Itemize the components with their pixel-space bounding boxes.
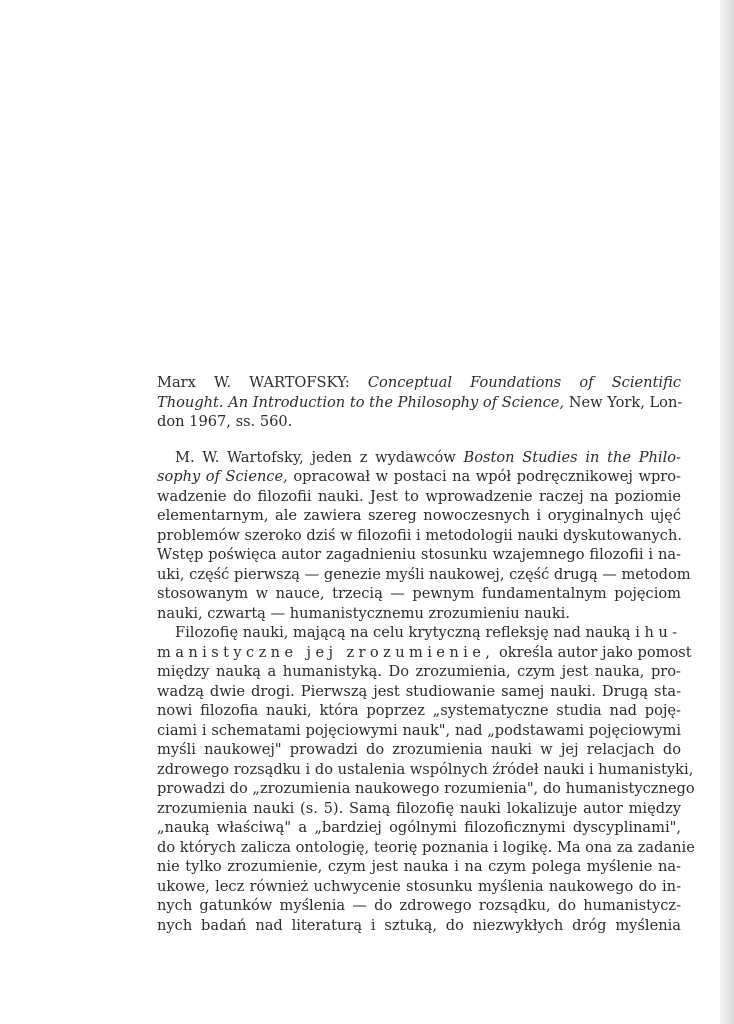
book-title-part-2: Thought. An Introduction to the Philosophy of Science, (157, 393, 565, 411)
p1-line-6: Wstęp poświęca autor zagadnieniu stosunku wzajemnego filozofii i na- (157, 546, 681, 563)
p1-line-7: uki, część pierwszą — genezie myśli naukowej, część drugą — metodom (157, 565, 691, 583)
p1-line-9: nauki, czwartą — humanistycznemu zrozumieniu nauki. (157, 604, 570, 622)
bibliographic-header (157, 373, 681, 432)
book-title-part-1: Conceptual Foundations of Scientific (367, 374, 682, 391)
p2-line-4: wadzą dwie drogi. Pierwszą jest studiowanie samej nauki. Drugą sta- (157, 682, 681, 700)
p2-line-6: ciami i schematami pojęciowymi nauk", nad „podstawami pojęciowymi (157, 721, 681, 739)
p2-line-13: nie tylko zrozumienie, czym jest nauka i na czym polega myślenie na- (157, 858, 681, 875)
p2-line-10: zrozumienia nauki (s. 5). Samą filozofię nauki lokalizuje autor między (157, 799, 681, 817)
p1-line-1 (157, 448, 681, 468)
p2-line-8: zdrowego rozsądku i do ustalenia wspólnych źródeł nauki i humanistyki, (157, 760, 694, 778)
publication-place: New York, Lon- (568, 393, 683, 411)
p2-line-9: prowadzi do „zrozumienia naukowego rozumienia", do humanistycznego (157, 780, 695, 797)
spaced-emphasis-part-1: hu- (644, 624, 682, 641)
series-title-part-1: Boston Studies in the Philo- (463, 448, 681, 466)
p2-line-2 (157, 643, 692, 663)
p1-line-5: problemów szeroko dziś w filozofii i metodologii nauki dyskutowanych. (157, 526, 683, 544)
p2-line-1-text: Filozofię nauki, mającą na celu krytyczną refleksję nad nauką i (175, 624, 640, 641)
spaced-emphasis-part-2: manistyczne jej zrozumienie, (157, 643, 495, 661)
p2-line-12: do których zalicza ontologię, teorię poznania i logikę. Ma ona za zadanie (157, 838, 695, 856)
p1-line-3: wadzenie do filozofii nauki. Jest to wprowadzenie raczej na poziomie (157, 487, 681, 505)
page-edge-shadow (720, 0, 734, 1024)
author-name: Marx W. WARTOFSKY: (157, 374, 350, 391)
paragraph-2 (157, 623, 695, 935)
p2-line-2-text: określa autor jako pomost (498, 643, 692, 661)
p2-line-3: między nauką a humanistyką. Do zrozumienia, czym jest nauka, pro- (157, 663, 681, 680)
header-line-2 (157, 393, 681, 413)
p2-line-7: myśli naukowej" prowadzi do zrozumienia nauki w jej relacjach do (157, 741, 681, 758)
p1-line-4: elementarnym, ale zawiera szereg nowoczesnych i oryginalnych ujęć (157, 507, 681, 524)
p1-line-2-text: opracował w postaci na wpół podręcznikowej wpro- (293, 468, 681, 485)
p2-line-1 (157, 623, 681, 643)
p2-line-5: nowi filozofia nauki, która poprzez „systematyczne studia nad poję- (157, 702, 681, 719)
section-gap (157, 432, 681, 448)
p1-line-8: stosowanym w nauce, trzecią — pewnym fundamentalnym pojęciom (157, 585, 681, 602)
p2-line-16: nych badań nad literaturą i sztuką, do niezwykłych dróg myślenia (157, 916, 681, 934)
header-line-3: don 1967, ss. 560. (157, 413, 293, 430)
p2-line-15: nych gatunków myślenia — do zdrowego rozsądku, do humanistycz- (157, 897, 681, 914)
header-line-1 (157, 373, 681, 393)
p1-line-2 (157, 467, 681, 487)
p2-line-11: „nauką właściwą" a „bardziej ogólnymi filozoficznymi dyscyplinami", (157, 819, 681, 836)
document-text (157, 373, 695, 935)
p1-line-1-text: M. W. Wartofsky, jeden z wydawców (175, 448, 456, 466)
paragraph-1 (157, 448, 691, 624)
p2-line-14: ukowe, lecz również uchwycenie stosunku myślenia naukowego do in- (157, 877, 681, 895)
series-title-part-2: sophy of Science, (157, 468, 288, 485)
